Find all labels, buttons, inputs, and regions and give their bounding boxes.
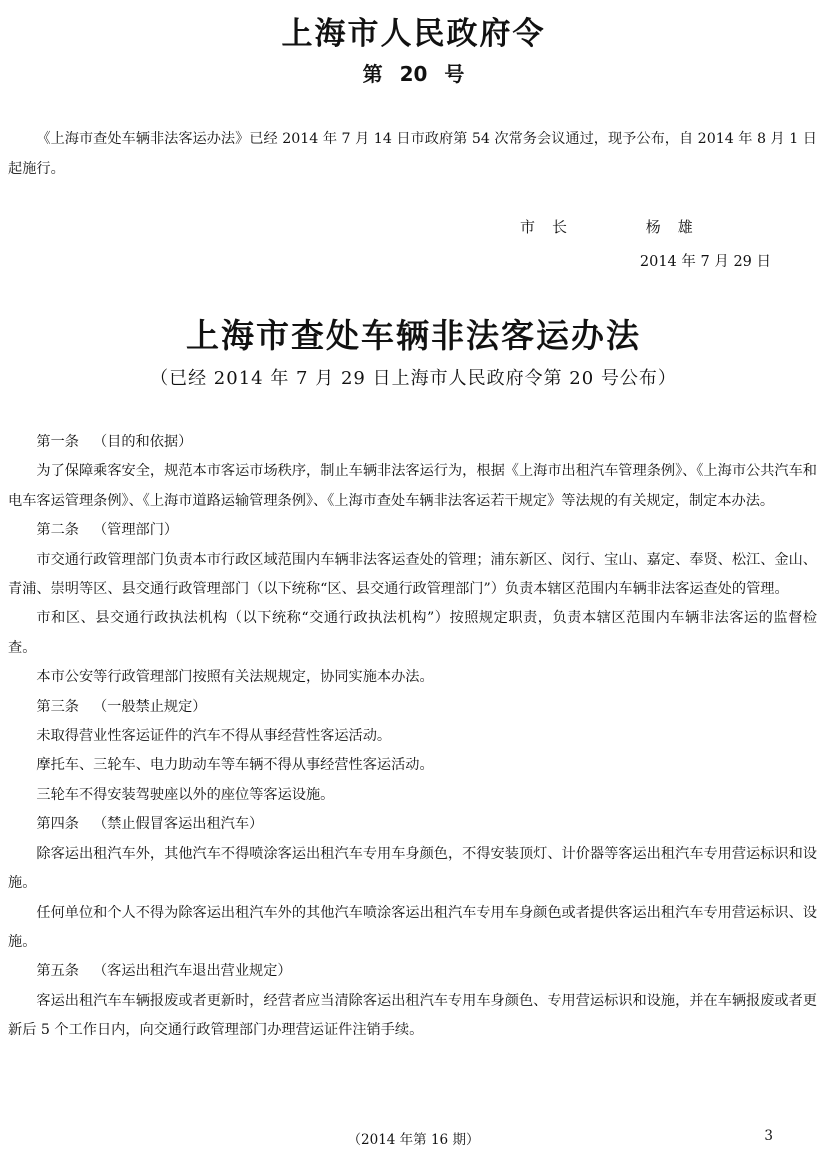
article-heading (8, 810, 817, 839)
order-title: 上海市人民政府令 (281, 16, 546, 52)
article-title: （一般禁止规定） (92, 698, 207, 715)
article-paragraph: 客运出租汽车车辆报废或者更新时，经营者应当清除客运出租汽车专用车身颜色、专用营运标识和设施，并在车辆报废或者更新后 5 个工作日内，向交通行政管理部门办理营运证件注销手续。 (8, 992, 817, 1039)
article-number: 第三条 (36, 698, 79, 715)
article-heading (8, 957, 817, 986)
signature-line (520, 216, 694, 237)
article-heading (8, 693, 817, 722)
article-paragraph: 任何单位和个人不得为除客运出租汽车外的其他汽车喷涂客运出租汽车专用车身颜色或者提供客运出租汽车专用营运标识、设施。 (8, 904, 817, 950)
article-number: 第五条 (36, 963, 79, 980)
document-title: 上海市查处车辆非法客运办法 (186, 316, 641, 355)
article-title: （管理部门） (92, 522, 179, 539)
article-heading (8, 516, 817, 545)
article-paragraph: 市交通行政管理部门负责本市行政区域范围内车辆非法客运查处的管理；浦东新区、闵行、宝山、嘉定、奉贤、松江、金山、青浦、崇明等区、县交通行政管理部门（以下统称“区、县交通行政管理部门”）负责本辖区范围内车辆非法客运查处的管理。 (8, 551, 817, 598)
article-number: 第一条 (36, 434, 79, 450)
article-paragraph: 未取得营业性客运证件的汽车不得从事经营性客运活动。 (36, 728, 392, 745)
promulgation-paragraph: 《上海市查处车辆非法客运办法》已经 2014 年 7 月 14 日市政府第 54 次常务会议通过，现予公布，自 2014 年 8 月 1 日起施行。 (8, 131, 817, 177)
signature-date: 2014 年 7 月 29 日 (639, 254, 771, 270)
article-title: （客运出租汽车退出营业规定） (92, 963, 292, 980)
article-paragraph: 本市公安等行政管理部门按照有关法规规定，协同实施本办法。 (36, 669, 434, 686)
article-number: 第二条 (36, 522, 79, 539)
article-title: （目的和依据） (92, 434, 193, 450)
article-paragraph: 除客运出租汽车外，其他汽车不得喷涂客运出租汽车专用车身颜色，不得安装顶灯、计价器等客运出租汽车专用营运标识和设施。 (8, 845, 817, 892)
article-paragraph: 摩托车、三轮车、电力助动车等车辆不得从事经营性客运活动。 (36, 757, 434, 774)
article-title: （禁止假冒客运出租汽车） (92, 816, 264, 833)
signature-role: 市 长 (520, 218, 569, 236)
article-paragraph: 为了保障乘客安全，规范本市客运市场秩序，制止车辆非法客运行为，根据《上海市出租汽车管理条例》、《上海市公共汽车和电车客运管理条例》、《上海市道路运输管理条例》、《上海市查处车辆非法客运若干规定》等法规的有关规定，制定本办法。 (8, 463, 817, 509)
article-paragraph: 三轮车不得安装驾驶座以外的座位等客运设施。 (36, 786, 335, 803)
page-number: 3 (764, 1128, 773, 1144)
article-heading (8, 428, 817, 457)
document-subtitle: （已经 2014 年 7 月 29 日上海市人民政府令第 20 号公布） (150, 368, 677, 389)
order-number: 第 20 号 (362, 62, 465, 86)
issue-label: （2014 年第 16 期） (347, 1132, 480, 1148)
signature-name: 杨 雄 (645, 218, 694, 236)
article-paragraph: 市和区、县交通行政执法机构（以下统称“交通行政执法机构”）按照规定职责，负责本辖区范围内车辆非法客运的监督检查。 (8, 610, 817, 656)
articles-body (8, 428, 817, 1046)
article-number: 第四条 (36, 816, 79, 833)
